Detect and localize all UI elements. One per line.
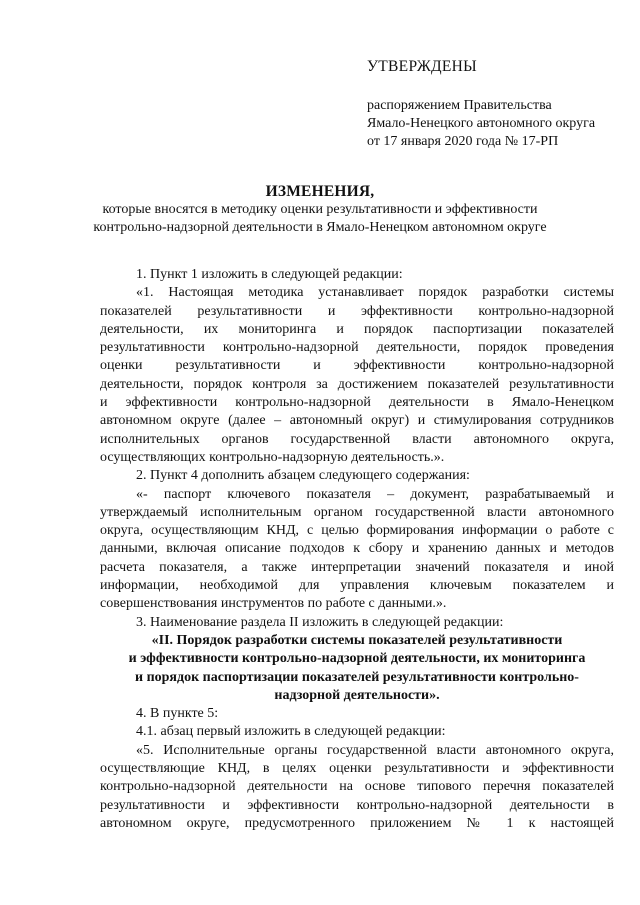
approval-line-3: от 17 января 2020 года № 17-РП bbox=[367, 134, 559, 149]
body-line: 4. В пункте 5: bbox=[136, 706, 219, 722]
body-line: 3. Наименование раздела II изложить в следующей редакции: bbox=[136, 614, 504, 630]
body-line: «II. Порядок разработки системы показателей результативности bbox=[151, 632, 563, 648]
body-line: «- паспорт ключевого показателя – документ, разрабатываемый и bbox=[136, 486, 614, 502]
subtitle-line-2: контрольно-надзорной деятельности в Ямало-Ненецком автономном округе bbox=[93, 220, 547, 235]
approval-line-2: Ямало-Ненецкого автономного округа bbox=[367, 116, 596, 131]
body-line: информации, необходимой для управления ключевым показателем и bbox=[100, 578, 614, 594]
body-line: результативности и эффективности контрольно-надзорной деятельности в bbox=[100, 797, 614, 813]
body-line: контрольно-надзорной деятельности на основе типового перечня показателей bbox=[100, 779, 614, 795]
body-line: расчета показателя, а также интерпретации значений показателя и иной bbox=[100, 559, 614, 575]
body-line: показателей результативности и эффективности контрольно-надзорной bbox=[100, 303, 614, 319]
body-line: совершенствования инструментов по работе с данными.». bbox=[100, 596, 447, 612]
body-line: данными, включая описание подходов к сбору и хранению данных и методов bbox=[100, 541, 614, 557]
body-line: деятельности, порядок контроля за достижением показателей результативности bbox=[100, 376, 614, 392]
body-line: «1. Настоящая методика устанавливает порядок разработки системы bbox=[136, 285, 614, 301]
body-line: и порядок паспортизации показателей результативности контрольно- bbox=[135, 669, 579, 685]
body-line: исполнительных органов государственной власти автономного округа, bbox=[100, 431, 614, 447]
body-line: и эффективности контрольно-надзорной деятельности в Ямало-Ненецком bbox=[100, 395, 614, 411]
body-line: автономном округе (далее – автономный округ) и стимулирования сотрудников bbox=[100, 413, 614, 429]
body-line: и эффективности контрольно-надзорной деятельности, их мониторинга bbox=[128, 651, 586, 667]
document-body bbox=[100, 266, 614, 833]
body-line: округа, осуществляющим КНД, с целью формирования информации о работе с bbox=[100, 523, 614, 539]
body-line: деятельности, их мониторинга и порядок паспортизации показателей bbox=[100, 321, 614, 337]
document-title: ИЗМЕНЕНИЯ, bbox=[265, 183, 375, 200]
body-line: осуществляющие КНД, в целях оценки результативности и эффективности bbox=[100, 761, 614, 777]
body-line: оценки результативности и эффективности контрольно-надзорной bbox=[100, 358, 614, 374]
body-line: утверждаемый исполнительным органом государственной власти автономного bbox=[100, 504, 614, 520]
body-line: осуществляющих контрольно-надзорную деятельность.». bbox=[100, 449, 445, 465]
body-line: автономном округе, предусмотренного приложением № 1 к настоящей bbox=[100, 815, 614, 831]
subtitle-line-1: которые вносятся в методику оценки результативности и эффективности bbox=[102, 202, 538, 217]
body-line: 1. Пункт 1 изложить в следующей редакции: bbox=[136, 267, 403, 282]
body-line: надзорной деятельности». bbox=[274, 687, 440, 703]
body-line: результативности контрольно-надзорной деятельности, порядок проведения bbox=[100, 340, 614, 356]
approved-label: УТВЕРЖДЕНЫ bbox=[367, 58, 477, 75]
body-line: «5. Исполнительные органы государственной власти автономного округа, bbox=[136, 742, 614, 758]
body-line: 4.1. абзац первый изложить в следующей редакции: bbox=[136, 724, 446, 740]
approval-line-1: распоряжением Правительства bbox=[367, 98, 552, 113]
body-line: 2. Пункт 4 дополнить абзацем следующего содержания: bbox=[136, 468, 470, 484]
